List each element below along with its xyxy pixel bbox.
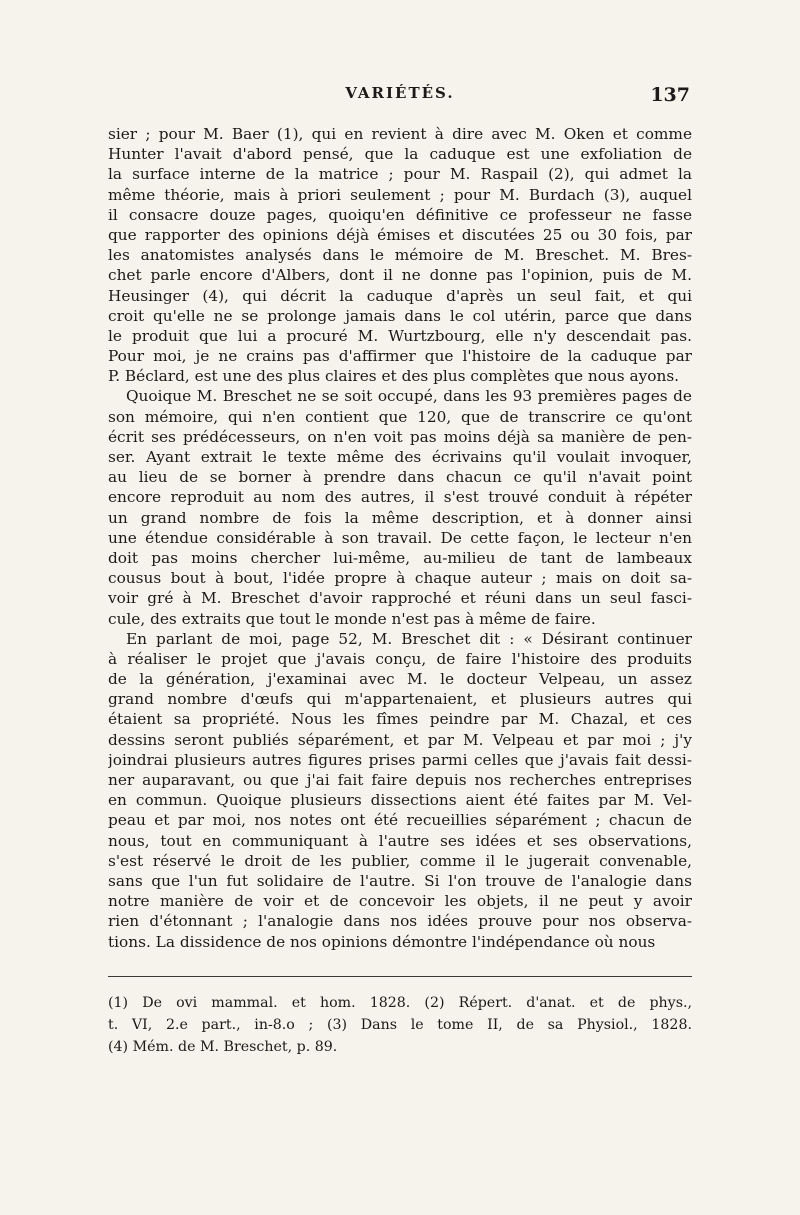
text-line: écrit ses prédécesseurs, on n'en voit pas moins déjà sa manière de pen- — [108, 427, 692, 446]
text-line: ner auparavant, ou que j'ai fait faire depuis nos recherches entreprises — [108, 771, 692, 789]
page-header — [110, 84, 690, 110]
text-line: même théorie, mais à priori seulement ; pour M. Burdach (3), auquel — [108, 185, 692, 204]
text-line: son mémoire, qui n'en contient que 120, que de transcrire ce qu'ont — [108, 407, 692, 426]
text-line: rien d'étonnant ; l'analogie dans nos idées prouve pour nos observa- — [108, 912, 692, 931]
text-line: étaient sa propriété. Nous les fîmes peindre par M. Chazal, et ces — [108, 710, 692, 729]
text-line: voir gré à M. Breschet d'avoir rapproché et réuni dans un seul fasci- — [108, 589, 692, 608]
text-line: au lieu de se borner à prendre dans chacun ce qu'il n'avait point — [108, 468, 692, 487]
text-line: P. Béclard, est une des plus claires et des plus complètes que nous ayons. — [108, 367, 680, 386]
text-line: chet parle encore d'Albers, dont il ne donne pas l'opinion, puis de M. — [108, 266, 692, 285]
text-line: grand nombre d'œufs qui m'appartenaient, et plusieurs autres qui — [108, 690, 692, 709]
text-line: sans que l'un fut solidaire de l'autre. Si l'on trouve de l'analogie dans — [108, 871, 692, 890]
text-line: croit qu'elle ne se prolonge jamais dans le col utérin, parce que dans — [108, 306, 692, 325]
text-line: Quoique M. Breschet ne se soit occupé, dans les 93 premières pages de — [126, 387, 692, 406]
text-line: s'est réservé le droit de les publier, comme il le jugerait convenable, — [108, 851, 692, 870]
text-line: en commun. Quoique plusieurs dissections aient été faites par M. Vel- — [108, 791, 692, 810]
text-line: nous, tout en communiquant à l'autre ses idées et ses observations, — [108, 831, 692, 850]
text-line: En parlant de moi, page 52, M. Breschet dit : « Désirant continuer — [126, 629, 692, 648]
footnotes — [108, 992, 692, 1058]
text-line: de la génération, j'examinai avec M. le docteur Velpeau, un assez — [108, 670, 692, 689]
text-line: une étendue considérable à son travail. De cette façon, le lecteur n'en — [108, 528, 692, 547]
text-line: le produit que lui a procuré M. Wurtzbourg, elle n'y descendait pas. — [108, 326, 692, 345]
text-line: Pour moi, je ne crains pas d'affirmer que l'histoire de la caduque par — [108, 347, 692, 366]
text-line: sier ; pour M. Baer (1), qui en revient à dire avec M. Oken et comme — [108, 125, 692, 143]
text-line: les anatomistes analysés dans le mémoire de M. Breschet. M. Bres- — [108, 246, 692, 265]
text-line: cule, des extraits que tout le monde n'est pas à même de faire. — [108, 609, 596, 628]
footnote-rule — [108, 976, 692, 977]
text-line: doit pas moins chercher lui-même, au-milieu de tant de lambeaux — [108, 548, 692, 567]
page-number: 137 — [650, 84, 690, 106]
text-line: joindrai plusieurs autres figures prises parmi celles que j'avais fait dessi- — [108, 750, 692, 769]
footnote-line: t. VI, 2.e part., in-8.o ; (3) Dans le tome II, de sa Physiol., 1828. — [108, 1017, 692, 1033]
text-line: que rapporter des opinions déjà émises et discutées 25 ou 30 fois, par — [108, 225, 692, 244]
text-line: peau et par moi, nos notes ont été recueillies séparément ; chacun de — [108, 811, 692, 830]
text-line: il consacre douze pages, quoiqu'en définitive ce professeur ne fasse — [108, 205, 692, 224]
text-line: Hunter l'avait d'abord pensé, que la caduque est une exfoliation de — [108, 145, 692, 164]
footnote-line: (4) Mém. de M. Breschet, p. 89. — [108, 1039, 338, 1055]
body-text — [108, 124, 692, 952]
text-line: notre manière de voir et de concevoir les objets, il ne peut y avoir — [108, 892, 692, 911]
text-line: Heusinger (4), qui décrit la caduque d'après un seul fait, et qui — [108, 286, 692, 305]
text-line: cousus bout à bout, l'idée propre à chaque auteur ; mais on doit sa- — [108, 569, 692, 588]
text-line: tions. La dissidence de nos opinions démontre l'indépendance où nous — [108, 932, 656, 951]
text-line: un grand nombre de fois la même description, et à donner ainsi — [108, 508, 692, 527]
text-line: encore reproduit au nom des autres, il s'est trouvé conduit à répéter — [108, 488, 692, 507]
footnote-line: (1) De ovi mammal. et hom. 1828. (2) Répert. d'anat. et de phys., — [108, 995, 692, 1011]
text-line: ser. Ayant extrait le texte même des écrivains qu'il voulait invoquer, — [108, 448, 692, 466]
text-line: dessins seront publiés séparément, et par M. Velpeau et par moi ; j'y — [108, 730, 692, 749]
text-line: la surface interne de la matrice ; pour M. Raspail (2), qui admet la — [108, 165, 692, 184]
running-head: VARIÉTÉS. — [345, 84, 455, 102]
text-line: à réaliser le projet que j'avais conçu, de faire l'histoire des produits — [108, 649, 692, 668]
